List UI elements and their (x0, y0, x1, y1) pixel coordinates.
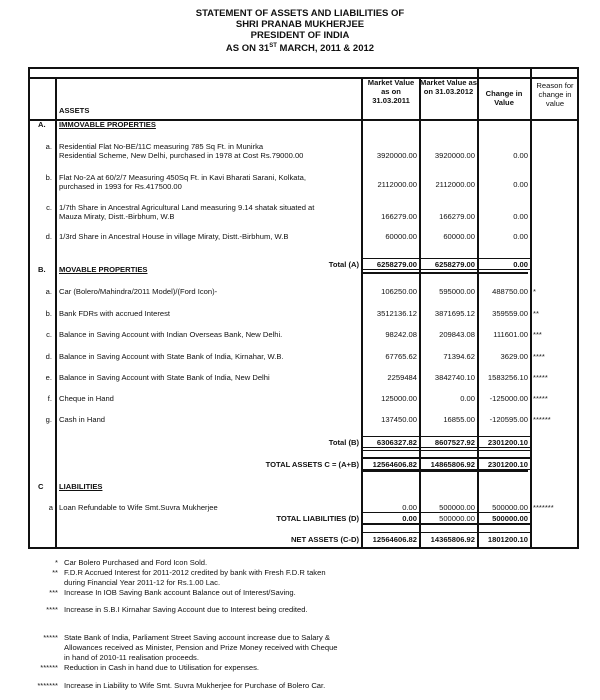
total-b-change: 2301200.10 (487, 438, 528, 447)
total-assets-change: 2301200.10 (487, 460, 528, 469)
reason-mark: ****** (533, 415, 551, 424)
total-a-2012: 6258279.00 (434, 260, 475, 269)
item-desc: Residential Scheme, New Delhi, purchased in 1978 at Cost Rs.79000.00 (59, 151, 304, 160)
total-a-label: Total (A) (328, 260, 359, 269)
item-id: c. (46, 330, 52, 339)
total-box (361, 524, 421, 533)
total-liabilities-2011: 0.00 (402, 514, 417, 523)
item-id: c. (46, 203, 52, 212)
reason-mark: ** (533, 309, 539, 318)
value-change: 359559.00 (492, 309, 528, 318)
section-a-title: IMMOVABLE PROPERTIES (59, 120, 156, 129)
item-id: a. (45, 142, 52, 151)
item-desc: 1/7th Share in Ancestral Agricultural Land measuring 9.14 shatak situated at (59, 203, 315, 212)
section-c-label: C (38, 482, 44, 491)
reason-mark: * (533, 287, 536, 296)
title-line-3: PRESIDENT OF INDIA (250, 30, 350, 41)
value-change: 0.00 (513, 232, 528, 241)
footnote: **** Increase in S.B.I Kirnahar Saving Account due to Interest being credited. (46, 605, 308, 614)
total-b-2011: 6306327.82 (376, 438, 417, 447)
title-line-2: SHRI PRANAB MUKHERJEE (235, 19, 365, 30)
section-b-label: B. (38, 265, 46, 274)
assets-liabilities-table (28, 67, 579, 549)
footnote: ****** Reduction in Cash in hand due to Utilisation for expenses. (40, 663, 260, 672)
value-2011: 166279.00 (381, 212, 417, 221)
value-change: 500000.00 (492, 503, 528, 512)
footnote: ***** State Bank of India, Parliament Street Saving account increase due to Salary & Allowances received as Minister, Pension and Prize Money received with Cheque in hand of 2010-11 realisation proceeds. (43, 633, 338, 662)
title-line-1: STATEMENT OF ASSETS AND LIABILITIES OF (195, 8, 405, 19)
value-2012: 3842740.10 (434, 373, 475, 382)
value-2012: 3871695.12 (434, 309, 475, 318)
title-line-4: AS ON 31ST MARCH, 2011 & 2012 (225, 43, 375, 55)
item-desc: Flat No-2A at 60/2/7 Measuring 450Sq Ft. in Kavi Bharati Sarani, Kolkata, (59, 173, 306, 182)
value-change: 3629.00 (500, 352, 528, 361)
item-desc: 1/3rd Share in Ancestral House in village Miraty, Distt.-Birbhum, W.B (59, 232, 289, 241)
total-assets-2011: 12564606.82 (372, 460, 417, 469)
reason-mark: ***** (533, 373, 548, 382)
value-2012: 209843.08 (439, 330, 475, 339)
total-a-change: 0.00 (513, 260, 528, 269)
item-id: b. (45, 309, 52, 318)
item-desc: Cheque in Hand (59, 394, 114, 403)
item-desc: Balance in Saving Account with State Bank of India, New Delhi (59, 373, 270, 382)
total-liabilities-label: TOTAL LIABILITIES (D) (276, 514, 359, 523)
value-2012: 3920000.00 (434, 151, 475, 160)
item-desc: purchased in 1993 for Rs.417500.00 (59, 182, 182, 191)
section-b-title: MOVABLE PROPERTIES (59, 265, 148, 274)
item-desc: Loan Refundable to Wife Smt.Suvra Mukherjee (59, 503, 218, 512)
total-b-label: Total (B) (328, 438, 359, 447)
footnote: ******* Increase in Liability to Wife Smt. Suvra Mukherjee for Purchase of Bolero Car. (37, 681, 326, 690)
value-2011: 98242.08 (385, 330, 417, 339)
item-desc: Cash in Hand (59, 415, 106, 424)
total-b-2012: 8607527.92 (434, 438, 475, 447)
footnote: * Car Bolero Purchased and Ford Icon Sold. (55, 558, 208, 567)
net-assets-2011: 12564606.82 (372, 535, 417, 544)
row-divider (361, 272, 528, 274)
value-change: -125000.00 (489, 394, 528, 403)
item-id: d. (45, 232, 52, 241)
total-a-2011: 6258279.00 (376, 260, 417, 269)
row-divider (361, 470, 528, 472)
header-change: Change in Value (485, 89, 523, 107)
net-assets-label: NET ASSETS (C-D) (290, 535, 359, 544)
value-2011: 2112000.00 (377, 180, 417, 189)
header-reason: Reason for change in value (536, 81, 574, 108)
value-2012: 595000.00 (439, 287, 475, 296)
total-box (419, 524, 479, 533)
value-2012: 2112000.00 (435, 180, 475, 189)
col-divider (477, 69, 479, 547)
item-id: e. (45, 373, 52, 382)
total-box (419, 450, 479, 458)
value-change: 0.00 (513, 180, 528, 189)
value-2011: 137450.00 (381, 415, 417, 424)
total-assets-label: TOTAL ASSETS C = (A+B) (265, 460, 359, 469)
value-2012: 0.00 (460, 394, 475, 403)
item-desc: Mauza Miraty, Distt.-Birbhum, W.B (59, 212, 175, 221)
net-assets-change: 1801200.10 (487, 535, 528, 544)
value-2011: 3512136.12 (376, 309, 417, 318)
value-change: 111601.00 (493, 330, 528, 339)
footnotes (30, 558, 570, 691)
item-id: g. (45, 415, 52, 424)
value-2011: 67765.62 (385, 352, 417, 361)
item-desc: Balance in Saving Account with Indian Overseas Bank, New Delhi. (59, 330, 283, 339)
total-liabilities-2012: 500000.00 (439, 514, 475, 523)
reason-mark: ******* (533, 503, 554, 512)
value-2012: 60000.00 (443, 232, 475, 241)
total-box (361, 450, 421, 458)
reason-mark: **** (533, 352, 545, 361)
item-id: d. (45, 352, 52, 361)
header-mv-2012: Market Value as on 31.03.2012 (420, 78, 477, 96)
row-divider (30, 77, 577, 79)
value-2011: 60000.00 (385, 232, 417, 241)
item-id: b. (45, 173, 52, 182)
col-divider (55, 79, 57, 547)
value-2011: 2259484 (387, 373, 417, 382)
total-liabilities-change: 500000.00 (492, 514, 528, 523)
value-change: 1583256.10 (487, 373, 528, 382)
item-desc: Residential Flat No-BE/11C measuring 785 Sq Ft. in Munirka (59, 142, 264, 151)
item-desc: Balance in Saving Account with State Bank of India, Kirnahar, W.B. (59, 352, 284, 361)
value-2011: 0.00 (402, 503, 417, 512)
item-id: a (48, 503, 53, 512)
value-2012: 166279.00 (439, 212, 475, 221)
total-box (477, 524, 532, 533)
item-desc: Car (Bolero/Mahindra/2011 Model)/(Ford Icon)- (59, 287, 218, 296)
item-id: f. (47, 394, 52, 403)
value-2011: 125000.00 (381, 394, 417, 403)
footnote: ** F.D.R Accrued Interest for 2011-2012 credited by bank with Fresh F.D.R taken during Financial Year 2011-12 for Rs.1.00 Lac. (52, 568, 326, 587)
value-2012: 71394.62 (443, 352, 475, 361)
value-2012: 16855.00 (443, 415, 475, 424)
item-desc: Bank FDRs with accrued Interest (59, 309, 170, 318)
value-change: -120595.00 (489, 415, 528, 424)
total-box (477, 450, 532, 458)
header-assets: ASSETS (59, 106, 90, 115)
section-c-title: LIABILITIES (59, 482, 103, 491)
reason-mark: ***** (533, 394, 548, 403)
section-a-label: A. (38, 120, 46, 129)
value-2011: 106250.00 (381, 287, 417, 296)
value-change: 0.00 (513, 151, 528, 160)
footnote: *** Increase In IOB Saving Bank account Balance out of Interest/Saving. (49, 588, 296, 597)
value-change: 0.00 (513, 212, 528, 221)
col-divider (530, 69, 532, 547)
net-assets-2012: 14365806.92 (430, 535, 475, 544)
total-assets-2012: 14865806.92 (430, 460, 475, 469)
document-title (0, 8, 600, 54)
reason-mark: *** (533, 330, 542, 339)
value-change: 488750.00 (492, 287, 528, 296)
value-2012: 500000.00 (439, 503, 475, 512)
header-mv-2011: Market Value as on 31.03.2011 (367, 78, 415, 105)
item-id: a. (45, 287, 52, 296)
value-2011: 3920000.00 (376, 151, 417, 160)
